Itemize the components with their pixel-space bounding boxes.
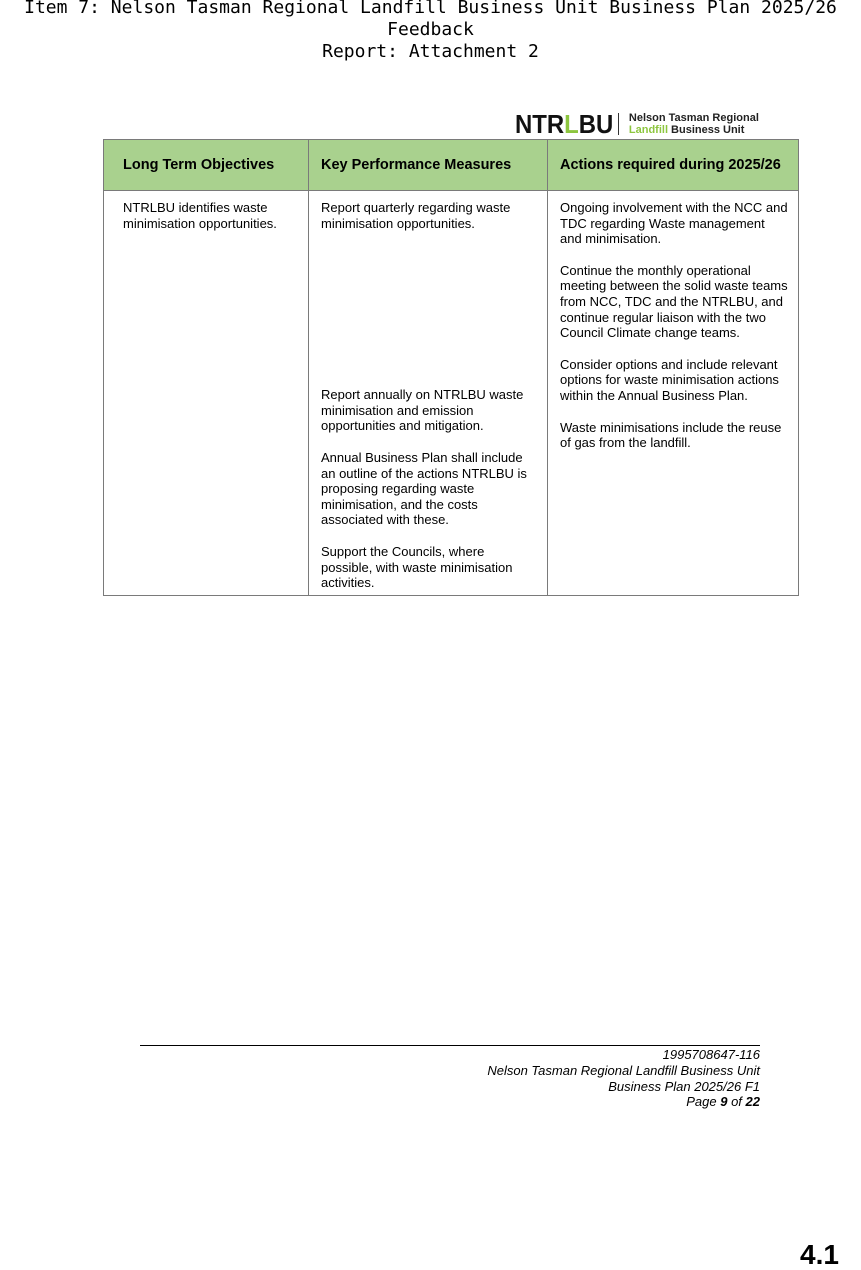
table-header-row (104, 140, 799, 191)
logo-tagline-line-1: Nelson Tasman Regional (628, 112, 759, 124)
kpi-text: Support the Councils, where possible, with waste minimisation activities. (321, 543, 513, 591)
footer-page-number: Page 9 of 22 (686, 1094, 760, 1110)
footer-doc-id: 1995708647-116 (662, 1047, 760, 1062)
logo-tagline (629, 112, 759, 136)
table-row (104, 191, 799, 596)
kpi-cell (309, 191, 548, 596)
action-text: Ongoing involvement with the NCC and TDC regarding Waste management and minimisation. (560, 200, 788, 247)
logo-tagline-line-2: Landfill Business Unit (628, 124, 745, 136)
agenda-item-header (0, 0, 861, 63)
objective-text: NTRLBU identifies waste minimisation opportunities. (123, 200, 277, 231)
agenda-header-line-2: Report: Attachment 2 (322, 41, 539, 62)
action-text: Consider options and include relevant options for waste minimisation actions within the Annual Business Plan. (560, 356, 779, 403)
action-text: Waste minimisations include the reuse of gas from the landfill. (560, 419, 782, 451)
footer-organisation: Nelson Tasman Regional Landfill Business Unit (487, 1062, 760, 1078)
agenda-page-marker: 4.1 (800, 1239, 839, 1270)
footer-plan-name: Business Plan 2025/26 F1 (608, 1078, 760, 1094)
kpi-text: Annual Business Plan shall include an outline of the actions NTRLBU is proposing regarding waste minimisation, and the costs associated with these. (321, 449, 527, 528)
action-text: Continue the monthly operational meeting between the solid waste teams from NCC, TDC and the NTRLBU, and continue regular liaison with the two Council Climate change teams. (560, 262, 788, 341)
header-actions-required: Actions required during 2025/26 (548, 140, 799, 191)
logo-divider (618, 113, 619, 135)
page-footer (140, 1045, 760, 1110)
header-key-performance-measures: Key Performance Measures (309, 140, 548, 191)
header-long-term-objectives: Long Term Objectives (104, 140, 309, 191)
agenda-header-line-1: Item 7: Nelson Tasman Regional Landfill Business Unit Business Plan 2025/26 Feedback (24, 0, 837, 40)
kpi-text: Report quarterly regarding waste minimisation opportunities. (321, 200, 511, 231)
ntrlbu-logo (515, 110, 759, 138)
logo-wordmark: NTRLBU (515, 109, 614, 139)
objectives-cell (104, 191, 309, 596)
business-plan-table (103, 139, 799, 596)
kpi-text: Report annually on NTRLBU waste minimisation and emission opportunities and mitigation. (321, 387, 524, 434)
actions-cell (548, 191, 799, 596)
